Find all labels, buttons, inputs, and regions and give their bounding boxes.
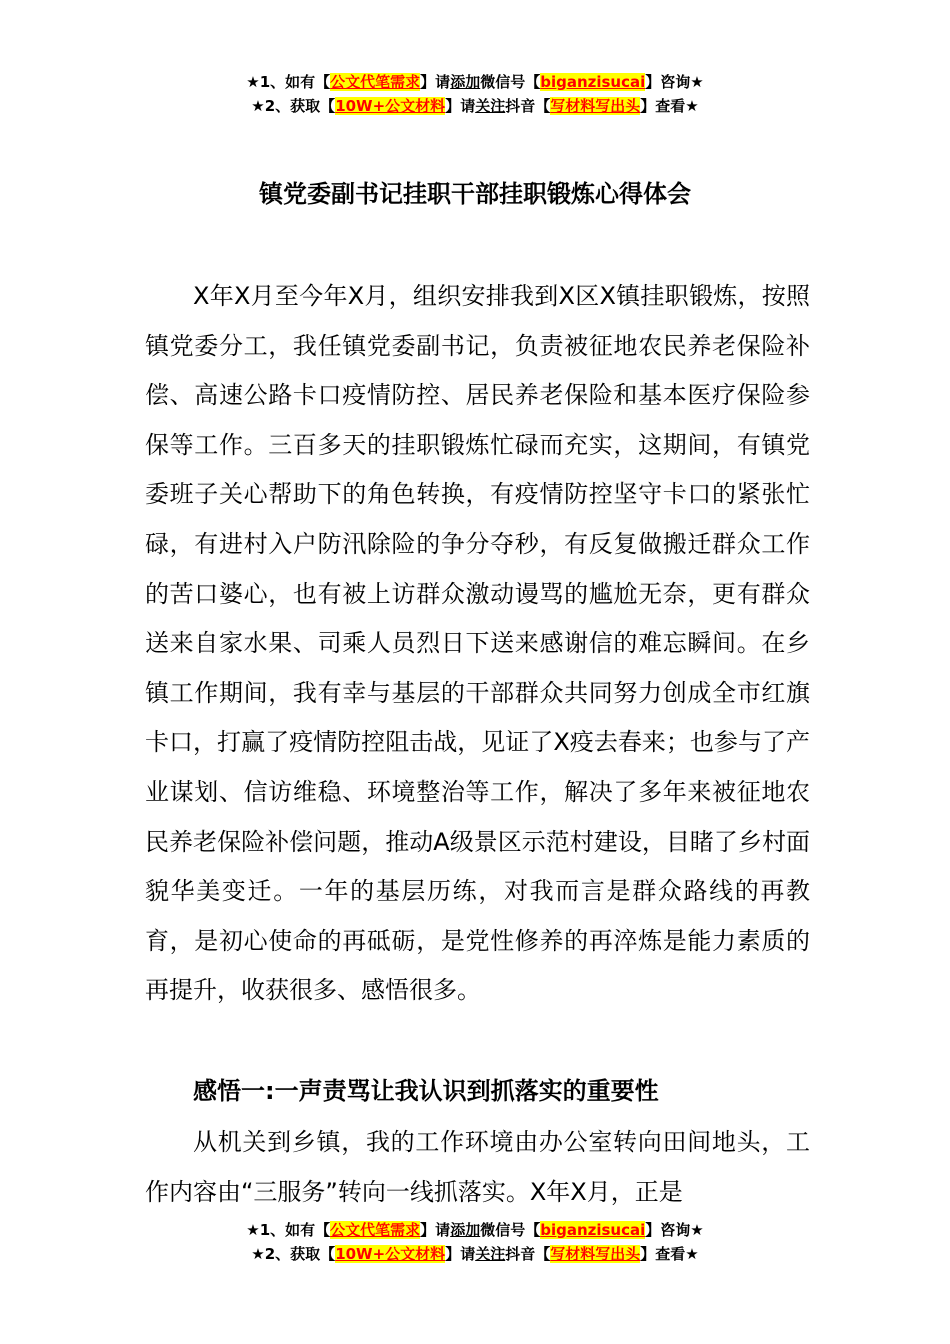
promo-text: 】查看★ [640, 97, 699, 115]
promo-wechat-id: biganzisucai [540, 1221, 646, 1239]
promo-underline: 添加 [450, 73, 481, 91]
promo-text: 】查看★ [640, 1245, 699, 1263]
promo-text: ★2、获取【 [251, 1245, 336, 1263]
promo-text: 】请 [420, 73, 451, 91]
promo-line-1 [0, 1218, 950, 1242]
promo-text: ★2、获取【 [251, 97, 336, 115]
promo-underline: 关注 [475, 97, 506, 115]
promo-line-2 [0, 1242, 950, 1266]
promo-line-1 [0, 70, 950, 94]
promo-banner-bottom [0, 1218, 950, 1266]
promo-text: 抖音【 [505, 1245, 551, 1263]
promo-text: 】咨询★ [645, 73, 704, 91]
promo-text: 】请 [445, 1245, 476, 1263]
body-paragraph-1 [145, 272, 810, 1016]
document-title: 镇党委副书记挂职干部挂职锻炼心得体会 [259, 180, 691, 208]
promo-highlight: 公文代笔需求 [330, 73, 421, 91]
promo-text: 抖音【 [505, 97, 551, 115]
promo-text: ★1、如有【 [246, 1221, 331, 1239]
promo-douyin-id: 写材料写出头 [550, 97, 641, 115]
promo-text: 】请 [445, 97, 476, 115]
promo-highlight: 10W+公文材料 [335, 1245, 446, 1263]
promo-text: 微信号【 [480, 73, 541, 91]
promo-douyin-id: 写材料写出头 [550, 1245, 641, 1263]
promo-highlight: 10W+公文材料 [335, 97, 446, 115]
promo-text: ★1、如有【 [246, 73, 331, 91]
body-paragraph-2 [145, 1118, 810, 1217]
promo-text: 微信号【 [480, 1221, 541, 1239]
promo-banner-top [0, 70, 950, 118]
paragraph-text: 从机关到乡镇，我的工作环境由办公室转向田间地头，工作内容由“三服务”转向一线抓落实。X年X月，正是 [145, 1128, 810, 1206]
promo-underline: 添加 [450, 1221, 481, 1239]
promo-wechat-id: biganzisucai [540, 73, 646, 91]
promo-text: 】请 [420, 1221, 451, 1239]
promo-text: 】咨询★ [645, 1221, 704, 1239]
promo-underline: 关注 [475, 1245, 506, 1263]
paragraph-text: X年X月至今年X月，组织安排我到X区X镇挂职锻炼，按照镇党委分工，我任镇党委副书记，负责被征地农民养老保险补偿、高速公路卡口疫情防控、居民养老保险和基本医疗保险参保等工作。三百多天的挂职锻炼忙碌而充实，这期间，有镇党委班子关心帮助下的角色转换，有疫情防控坚守卡口的紧张忙碌，有进村入户防汛除险的争分夺秒，有反复做搬迁群众工作的苦口婆心，也有被上访群众激动谩骂的尴尬无奈，更有群众送来自家水果、司乘人员烈日下送来感谢信的难忘瞬间。在乡镇工作期间，我有幸与基层的干部群众共同努力创成全市红旗卡口，打赢了疫情防控阻击战，见证了X疫去春来；也参与了产业谋划、信访维稳、环境整治等工作，解决了多年来被征地农民养老保险补偿问题，推动A级景区示范村建设，目睹了乡村面貌华美变迁。一年的基层历练，对我而言是群众路线的再教育，是初心使命的再砥砺，是党性修养的再淬炼是能力素质的再提升，收获很多、感悟很多。 [145, 282, 810, 1005]
section-heading-1: 感悟一:一声责骂让我认识到抓落实的重要性 [193, 1077, 659, 1105]
promo-line-2 [0, 94, 950, 118]
promo-highlight: 公文代笔需求 [330, 1221, 421, 1239]
